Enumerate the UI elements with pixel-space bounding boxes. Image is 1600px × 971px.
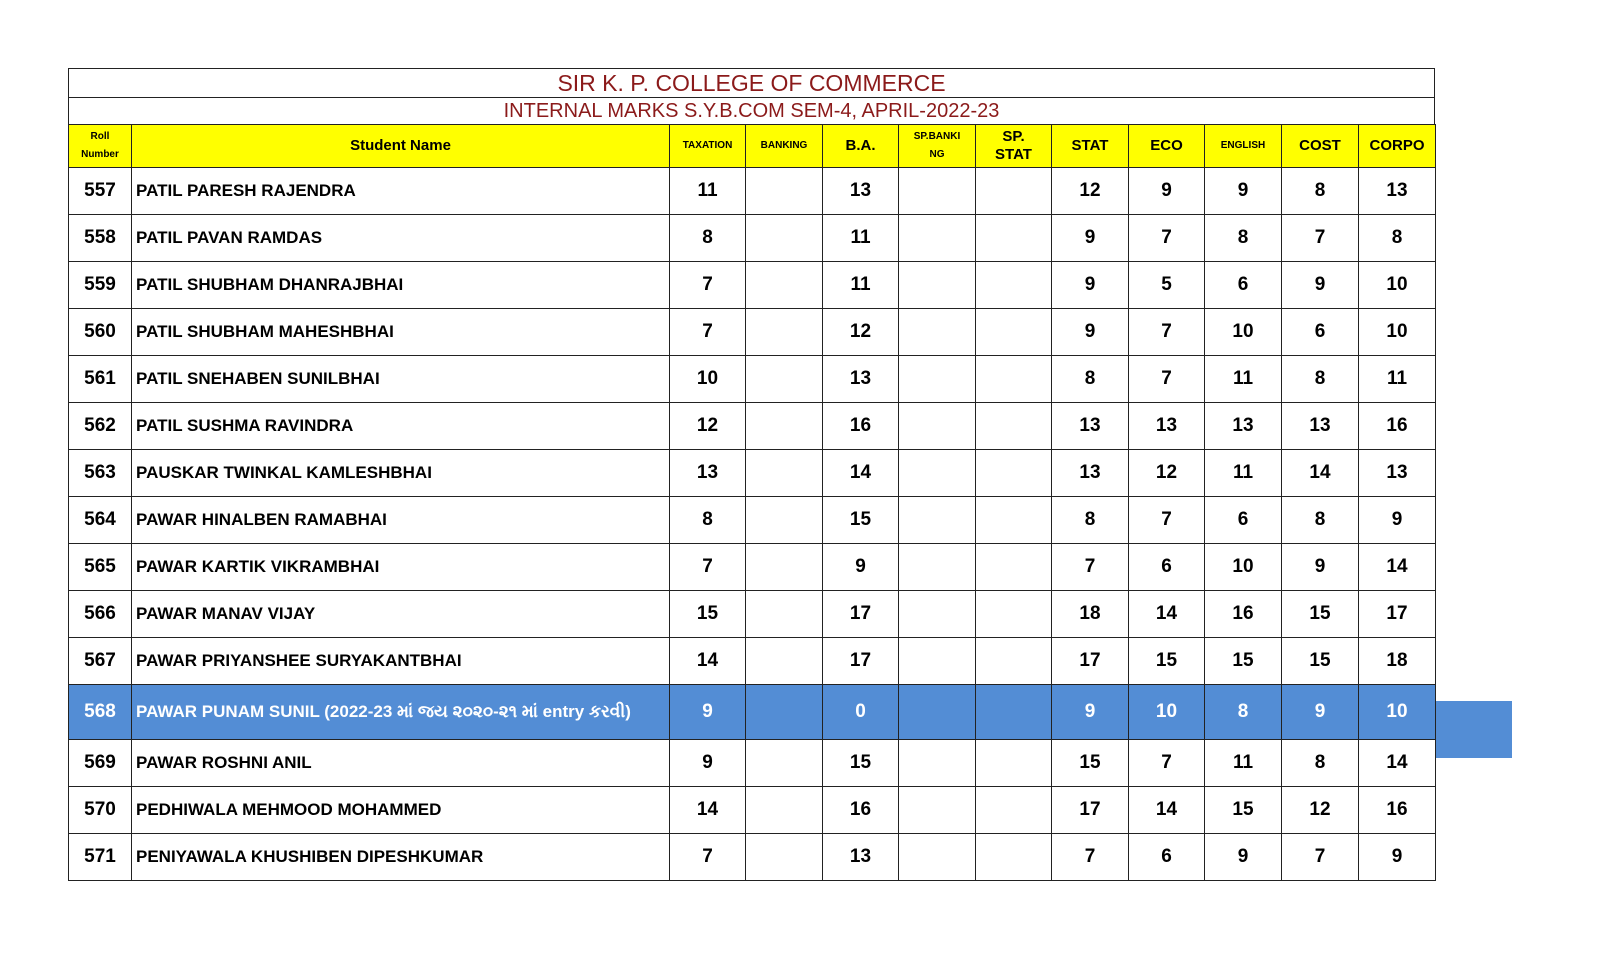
cell-ba: 11 [823,215,899,262]
cell-eco: 6 [1129,544,1205,591]
cell-cost: 8 [1282,740,1359,787]
cell-ba: 14 [823,450,899,497]
cell-spbanking [899,309,976,356]
cell-spbanking [899,403,976,450]
cell-spstat [976,309,1052,356]
cell-spstat [976,740,1052,787]
cell-cost: 15 [1282,591,1359,638]
cell-roll: 557 [69,168,132,215]
cell-taxation: 14 [670,787,746,834]
cell-spstat [976,591,1052,638]
cell-name: PENIYAWALA KHUSHIBEN DIPESHKUMAR [132,834,670,881]
cell-banking [746,740,823,787]
cell-banking [746,450,823,497]
cell-name: PATIL SUSHMA RAVINDRA [132,403,670,450]
table-row [69,450,1436,497]
cell-roll: 559 [69,262,132,309]
cell-cost: 8 [1282,356,1359,403]
cell-cost: 6 [1282,309,1359,356]
cell-stat: 13 [1052,403,1129,450]
cell-taxation: 8 [670,497,746,544]
cell-english: 6 [1205,262,1282,309]
cell-taxation: 7 [670,834,746,881]
table-row [69,168,1436,215]
cell-ba: 13 [823,834,899,881]
cell-name: PATIL SHUBHAM DHANRAJBHAI [132,262,670,309]
cell-english: 8 [1205,215,1282,262]
cell-name: PAWAR HINALBEN RAMABHAI [132,497,670,544]
cell-cost: 9 [1282,262,1359,309]
cell-english: 9 [1205,168,1282,215]
cell-eco: 10 [1129,685,1205,740]
cell-ba: 13 [823,168,899,215]
cell-taxation: 7 [670,544,746,591]
cell-ba: 13 [823,356,899,403]
cell-stat: 7 [1052,544,1129,591]
cell-spbanking [899,544,976,591]
cell-eco: 13 [1129,403,1205,450]
sheet-subtitle: INTERNAL MARKS S.Y.B.COM SEM-4, APRIL-2022-23 [68,97,1435,124]
table-row [69,356,1436,403]
cell-ba: 0 [823,685,899,740]
cell-taxation: 7 [670,262,746,309]
cell-ba: 16 [823,403,899,450]
col-header-cost: COST [1282,125,1359,168]
cell-spstat [976,356,1052,403]
table-row [69,740,1436,787]
cell-corpo: 14 [1359,544,1436,591]
cell-name: PAUSKAR TWINKAL KAMLESHBHAI [132,450,670,497]
cell-corpo: 8 [1359,215,1436,262]
cell-stat: 15 [1052,740,1129,787]
cell-name: PAWAR PRIYANSHEE SURYAKANTBHAI [132,638,670,685]
cell-cost: 9 [1282,544,1359,591]
cell-cost: 13 [1282,403,1359,450]
cell-corpo: 16 [1359,403,1436,450]
cell-taxation: 12 [670,403,746,450]
college-title: SIR K. P. COLLEGE OF COMMERCE [68,68,1435,97]
table-row [69,309,1436,356]
cell-taxation: 11 [670,168,746,215]
cell-stat: 9 [1052,262,1129,309]
cell-stat: 8 [1052,497,1129,544]
cell-roll: 565 [69,544,132,591]
cell-eco: 7 [1129,356,1205,403]
cell-spstat [976,168,1052,215]
cell-taxation: 8 [670,215,746,262]
cell-ba: 15 [823,497,899,544]
cell-taxation: 7 [670,309,746,356]
cell-cost: 8 [1282,168,1359,215]
cell-corpo: 10 [1359,309,1436,356]
cell-eco: 7 [1129,497,1205,544]
cell-ba: 12 [823,309,899,356]
cell-eco: 7 [1129,740,1205,787]
cell-corpo: 18 [1359,638,1436,685]
cell-english: 9 [1205,834,1282,881]
cell-cost: 12 [1282,787,1359,834]
cell-roll: 566 [69,591,132,638]
cell-eco: 9 [1129,168,1205,215]
cell-ba: 9 [823,544,899,591]
cell-name: PAWAR ROSHNI ANIL [132,740,670,787]
cell-spstat [976,834,1052,881]
table-row [69,403,1436,450]
cell-english: 16 [1205,591,1282,638]
cell-cost: 9 [1282,685,1359,740]
cell-spbanking [899,591,976,638]
col-header-spstat: SP. STAT [976,125,1052,168]
table-row [69,591,1436,638]
cell-taxation: 9 [670,685,746,740]
cell-eco: 15 [1129,638,1205,685]
cell-eco: 14 [1129,787,1205,834]
cell-stat: 9 [1052,215,1129,262]
table-row [69,215,1436,262]
cell-corpo: 10 [1359,262,1436,309]
col-header-ba: B.A. [823,125,899,168]
cell-spbanking [899,215,976,262]
cell-ba: 17 [823,638,899,685]
cell-stat: 13 [1052,450,1129,497]
cell-spbanking [899,356,976,403]
cell-stat: 18 [1052,591,1129,638]
table-row [69,834,1436,881]
cell-roll: 563 [69,450,132,497]
cell-corpo: 13 [1359,450,1436,497]
cell-english: 13 [1205,403,1282,450]
cell-corpo: 11 [1359,356,1436,403]
cell-english: 10 [1205,544,1282,591]
cell-spbanking [899,168,976,215]
cell-stat: 12 [1052,168,1129,215]
cell-spbanking [899,638,976,685]
cell-spstat [976,215,1052,262]
cell-banking [746,638,823,685]
cell-roll: 568 [69,685,132,740]
cell-english: 11 [1205,740,1282,787]
col-header-stat: STAT [1052,125,1129,168]
cell-spbanking [899,740,976,787]
cell-banking [746,309,823,356]
cell-banking [746,787,823,834]
col-header-name: Student Name [132,125,670,168]
marks-sheet [68,68,1435,881]
cell-spbanking [899,834,976,881]
cell-spbanking [899,497,976,544]
cell-spbanking [899,450,976,497]
cell-stat: 17 [1052,638,1129,685]
cell-stat: 8 [1052,356,1129,403]
cell-eco: 5 [1129,262,1205,309]
col-header-corpo: CORPO [1359,125,1436,168]
cell-name: PATIL SNEHABEN SUNILBHAI [132,356,670,403]
cell-banking [746,403,823,450]
cell-name: PAWAR PUNAM SUNIL (2022-23 માં જય ૨૦૨૦-૨૧ માં entry કરવી) [132,685,670,740]
cell-spstat [976,450,1052,497]
cell-banking [746,834,823,881]
marks-table [68,124,1436,881]
cell-corpo: 16 [1359,787,1436,834]
table-row [69,787,1436,834]
cell-banking [746,215,823,262]
cell-eco: 6 [1129,834,1205,881]
cell-name: PATIL PARESH RAJENDRA [132,168,670,215]
header-row [69,125,1436,168]
table-row [69,262,1436,309]
cell-roll: 569 [69,740,132,787]
cell-banking [746,544,823,591]
cell-ba: 16 [823,787,899,834]
highlight-extension [1435,701,1512,758]
cell-roll: 564 [69,497,132,544]
cell-banking [746,591,823,638]
col-header-taxation: TAXATION [670,125,746,168]
table-row [69,685,1436,740]
cell-spstat [976,638,1052,685]
cell-spbanking [899,262,976,309]
cell-english: 11 [1205,356,1282,403]
cell-english: 10 [1205,309,1282,356]
cell-taxation: 13 [670,450,746,497]
cell-name: PAWAR KARTIK VIKRAMBHAI [132,544,670,591]
cell-taxation: 9 [670,740,746,787]
cell-roll: 558 [69,215,132,262]
cell-name: PEDHIWALA MEHMOOD MOHAMMED [132,787,670,834]
cell-cost: 7 [1282,215,1359,262]
cell-taxation: 14 [670,638,746,685]
cell-cost: 15 [1282,638,1359,685]
cell-name: PATIL SHUBHAM MAHESHBHAI [132,309,670,356]
cell-banking [746,168,823,215]
cell-corpo: 9 [1359,497,1436,544]
cell-corpo: 10 [1359,685,1436,740]
cell-ba: 11 [823,262,899,309]
cell-english: 11 [1205,450,1282,497]
cell-spbanking [899,787,976,834]
cell-corpo: 17 [1359,591,1436,638]
cell-banking [746,685,823,740]
cell-english: 6 [1205,497,1282,544]
cell-ba: 15 [823,740,899,787]
table-row [69,544,1436,591]
cell-name: PATIL PAVAN RAMDAS [132,215,670,262]
col-header-roll: Roll Number [69,125,132,168]
cell-spstat [976,685,1052,740]
col-header-banking: BANKING [746,125,823,168]
cell-spbanking [899,685,976,740]
cell-roll: 571 [69,834,132,881]
cell-spstat [976,497,1052,544]
cell-english: 8 [1205,685,1282,740]
cell-cost: 8 [1282,497,1359,544]
cell-name: PAWAR MANAV VIJAY [132,591,670,638]
table-row [69,497,1436,544]
cell-cost: 14 [1282,450,1359,497]
col-header-spbanking: SP.BANKI NG [899,125,976,168]
cell-taxation: 10 [670,356,746,403]
cell-stat: 17 [1052,787,1129,834]
cell-eco: 14 [1129,591,1205,638]
cell-banking [746,356,823,403]
cell-spstat [976,262,1052,309]
cell-corpo: 13 [1359,168,1436,215]
cell-english: 15 [1205,638,1282,685]
cell-roll: 560 [69,309,132,356]
cell-ba: 17 [823,591,899,638]
cell-stat: 9 [1052,309,1129,356]
cell-eco: 12 [1129,450,1205,497]
cell-roll: 567 [69,638,132,685]
cell-spstat [976,403,1052,450]
cell-stat: 7 [1052,834,1129,881]
cell-roll: 562 [69,403,132,450]
cell-eco: 7 [1129,215,1205,262]
cell-banking [746,262,823,309]
cell-banking [746,497,823,544]
cell-spstat [976,544,1052,591]
col-header-english: ENGLISH [1205,125,1282,168]
table-row [69,638,1436,685]
cell-english: 15 [1205,787,1282,834]
cell-corpo: 14 [1359,740,1436,787]
cell-cost: 7 [1282,834,1359,881]
cell-eco: 7 [1129,309,1205,356]
cell-taxation: 15 [670,591,746,638]
cell-roll: 570 [69,787,132,834]
cell-roll: 561 [69,356,132,403]
cell-stat: 9 [1052,685,1129,740]
cell-corpo: 9 [1359,834,1436,881]
col-header-eco: ECO [1129,125,1205,168]
cell-spstat [976,787,1052,834]
